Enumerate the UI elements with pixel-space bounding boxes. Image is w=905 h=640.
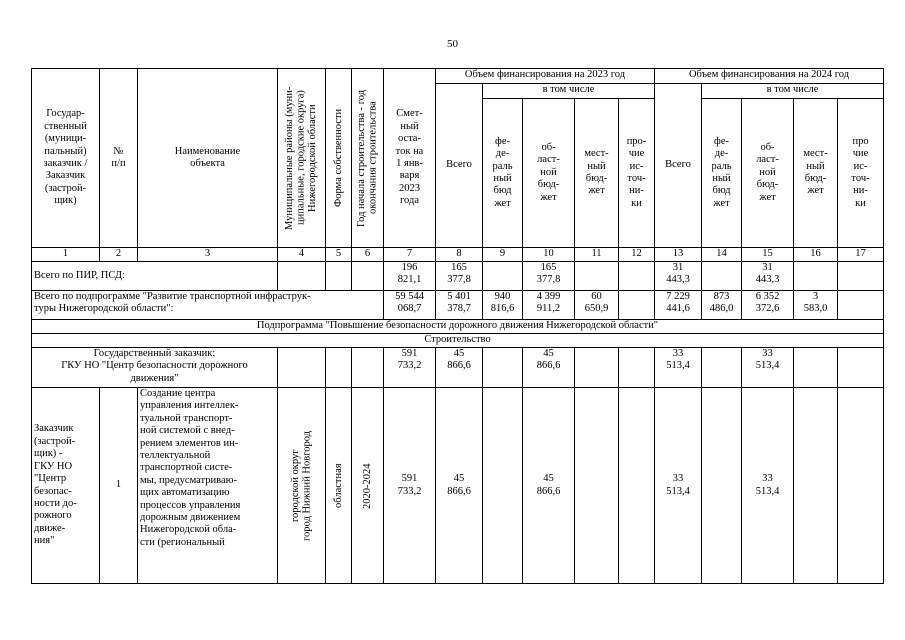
table-row-gov-customer [32,348,884,388]
col-number: 5 [326,248,352,262]
object-years: 2020-2024 [352,388,384,584]
header-incl-2023: в том числе [483,84,655,99]
object-ownership: областная [326,388,352,584]
table-cell [794,262,838,291]
object-number: 1 [100,388,138,584]
header-fin-2023: Объем финансирования на 2023 год [436,69,655,84]
table-cell [838,388,884,584]
table-cell: 3 583,0 [794,291,838,320]
object-customer: Заказчик (застрой- щик) - ГКУ НО "Центр безопас- ности до- рожного движе- ния" [32,388,100,584]
header-estimate: Смет- ный остa- ток на 1 янв- варя 2023 года [384,69,436,248]
col-number: 17 [838,248,884,262]
table-cell [575,348,619,388]
table-cell: 591 733,2 [384,388,436,584]
table-cell [278,348,326,388]
table-cell: 33 513,4 [655,348,702,388]
table-cell: 5 401 378,7 [436,291,483,320]
table-cell: 45 866,6 [436,348,483,388]
financing-table [31,68,884,584]
table-cell [326,262,352,291]
header-regional-2023: об- ласт- ной бюд- жет [523,99,575,248]
col-number: 3 [138,248,278,262]
table-cell: 6 352 372,6 [742,291,794,320]
table-cell: 165 377,8 [523,262,575,291]
table-cell [702,262,742,291]
table-cell [838,291,884,320]
table-cell: 33 513,4 [742,348,794,388]
table-cell: 59 544 068,7 [384,291,436,320]
col-number: 4 [278,248,326,262]
table-row-pir-total [32,262,884,291]
table-cell: 165 377,8 [436,262,483,291]
header-other-2024: про чие ис- точ- ни- ки [838,99,884,248]
table-cell [326,348,352,388]
page-number: 50 [447,38,458,50]
header-federal-2024: фе- де- раль ный бюд жет [702,99,742,248]
row-label: Всего по ПИР, ПСД: [32,262,278,291]
header-incl-2024: в том числе [702,84,884,99]
header-local-2023: мест- ный бюд- жет [575,99,619,248]
table-cell [702,348,742,388]
table-cell: 33 513,4 [655,388,702,584]
header-years: Год начала строительства - год окончания строительства [352,69,384,248]
table-cell [352,262,384,291]
col-number: 13 [655,248,702,262]
table-cell [838,348,884,388]
header-total-2023: Всего [436,84,483,248]
table-cell [483,348,523,388]
header-regional-2024: об- ласт- ной бюд- жет [742,99,794,248]
table-cell [575,388,619,584]
col-number: 12 [619,248,655,262]
table-cell [483,388,523,584]
section-title: Строительство [32,334,884,348]
header-ownership: Форма собственности [326,69,352,248]
table-cell: 33 513,4 [742,388,794,584]
header-number: № п/п [100,69,138,248]
table-cell [794,388,838,584]
header-local-2024: мест- ный бюд- жет [794,99,838,248]
table-cell: 591 733,2 [384,348,436,388]
header-total-2024: Всего [655,84,702,248]
table-cell [352,348,384,388]
col-number: 11 [575,248,619,262]
header-object-name: Наименование объекта [138,69,278,248]
col-number: 16 [794,248,838,262]
table-cell: 7 229 441,6 [655,291,702,320]
table-cell [278,262,326,291]
table-cell [838,262,884,291]
table-cell: 940 816,6 [483,291,523,320]
column-number-row [32,248,884,262]
header-federal-2023: фе- де- раль ный бюд жет [483,99,523,248]
table-cell: 873 486,0 [702,291,742,320]
header-fin-2024: Объем финансирования на 2024 год [655,69,884,84]
table-row-object [32,388,884,584]
col-number: 2 [100,248,138,262]
table-cell: 45 866,6 [523,348,575,388]
table-cell: 45 866,6 [436,388,483,584]
header-customer: Государ- ственный (муници- пальный) заказчик / Заказчик (застрой- щик) [32,69,100,248]
subprogram-title: Подпрограмма "Повышение безопасности дорожного движения Нижегородской области" [32,320,884,334]
table-row-section-title [32,334,884,348]
table-cell: 31 443,3 [655,262,702,291]
col-number: 14 [702,248,742,262]
col-number: 6 [352,248,384,262]
table-cell: 60 650,9 [575,291,619,320]
col-number: 8 [436,248,483,262]
header-other-2023: про- чие ис- точ- ни- ки [619,99,655,248]
table-cell [619,348,655,388]
table-row-subprogram-title [32,320,884,334]
col-number: 10 [523,248,575,262]
table-row-subprogram-total [32,291,884,320]
table-cell [619,262,655,291]
table-cell [575,262,619,291]
header-districts: Муниципальные районы (муни- ципальные, городские округа) Нижегородской области [278,69,326,248]
table-cell [794,348,838,388]
table-cell: 31 443,3 [742,262,794,291]
table-cell [483,262,523,291]
row-label: Всего по подпрограмме "Развитие транспортной инфраструк- туры Нижегородской области": [32,291,384,320]
col-number: 9 [483,248,523,262]
object-district: городской округ город Нижний Новгород [278,388,326,584]
table-cell: 45 866,6 [523,388,575,584]
col-number: 15 [742,248,794,262]
table-cell [702,388,742,584]
table-cell: 4 399 911,2 [523,291,575,320]
gov-customer-label: Государственный заказчик: ГКУ НО "Центр безопасности дорожного движения" [32,348,278,388]
object-name: Создание центра управления интеллек- туальной транспорт- ной системой с внед- рением элементов ин- теллектуальной транспортной систе- мы, предусматриваю- щих автоматизацию процессов управления дорожным движением Нижегородской обла- сти (региональный [138,388,278,584]
table-cell [619,388,655,584]
table-cell [619,291,655,320]
table-cell: 196 821,1 [384,262,436,291]
col-number: 7 [384,248,436,262]
col-number: 1 [32,248,100,262]
